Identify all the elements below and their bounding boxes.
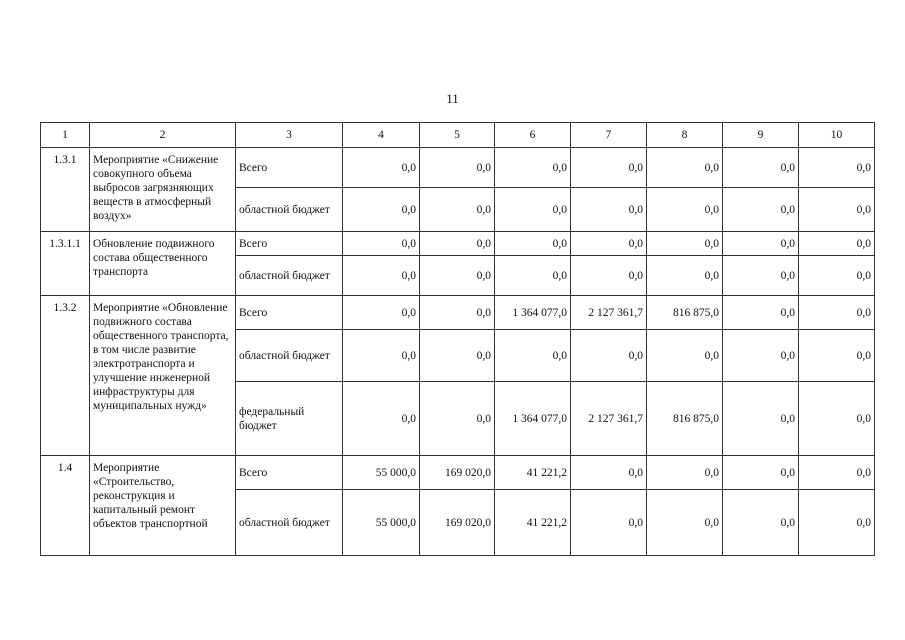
value-cell: 0,0 [571,330,647,382]
value-cell: 0,0 [799,456,875,490]
value-cell: 0,0 [647,232,723,256]
value-cell: 0,0 [799,148,875,188]
item-code: 1.4 [41,456,90,556]
value-cell: 0,0 [343,232,420,256]
header-row [41,123,875,148]
value-cell: 0,0 [571,456,647,490]
value-cell: 0,0 [647,330,723,382]
value-cell: 816 875,0 [647,296,723,330]
value-cell: 0,0 [723,382,799,456]
funding-source: Всего [236,296,343,330]
value-cell: 55 000,0 [343,490,420,556]
column-header: 7 [571,123,647,148]
page-number: 11 [446,91,459,106]
value-cell: 0,0 [495,188,571,232]
column-header: 8 [647,123,723,148]
value-cell: 0,0 [495,232,571,256]
value-cell: 0,0 [647,256,723,296]
value-cell: 0,0 [343,382,420,456]
value-cell: 0,0 [799,256,875,296]
value-cell: 0,0 [420,296,495,330]
value-cell: 0,0 [571,490,647,556]
value-cell: 0,0 [343,148,420,188]
column-header: 9 [723,123,799,148]
value-cell: 0,0 [647,188,723,232]
value-cell: 0,0 [495,330,571,382]
value-cell: 55 000,0 [343,456,420,490]
funding-source: областной бюджет [236,490,343,556]
value-cell: 0,0 [723,188,799,232]
item-code: 1.3.1.1 [41,232,90,296]
column-header: 3 [236,123,343,148]
value-cell: 0,0 [799,232,875,256]
value-cell: 0,0 [343,188,420,232]
column-header: 5 [420,123,495,148]
value-cell: 0,0 [571,188,647,232]
item-code: 1.3.1 [41,148,90,232]
value-cell: 0,0 [723,232,799,256]
value-cell: 0,0 [647,148,723,188]
column-header: 1 [41,123,90,148]
funding-source: областной бюджет [236,330,343,382]
value-cell: 0,0 [723,296,799,330]
value-cell: 1 364 077,0 [495,296,571,330]
table-row [41,456,875,490]
item-name: Мероприятие «Снижение совокупного объема выбросов загрязняющих веществ в атмосферный воздух» [90,148,236,232]
value-cell: 0,0 [420,148,495,188]
funding-source: областной бюджет [236,188,343,232]
value-cell: 0,0 [420,382,495,456]
value-cell: 0,0 [647,456,723,490]
value-cell: 0,0 [420,232,495,256]
value-cell: 0,0 [420,188,495,232]
table-header [41,123,875,148]
value-cell: 0,0 [723,490,799,556]
value-cell: 0,0 [495,256,571,296]
value-cell: 2 127 361,7 [571,296,647,330]
value-cell: 169 020,0 [420,456,495,490]
value-cell: 41 221,2 [495,490,571,556]
value-cell: 0,0 [571,256,647,296]
table-row [41,296,875,330]
value-cell: 0,0 [571,148,647,188]
value-cell: 169 020,0 [420,490,495,556]
funding-source: областной бюджет [236,256,343,296]
funding-source: Всего [236,148,343,188]
column-header: 6 [495,123,571,148]
table-body [41,148,875,556]
value-cell: 816 875,0 [647,382,723,456]
value-cell: 1 364 077,0 [495,382,571,456]
funding-source: Всего [236,232,343,256]
table-row [41,148,875,188]
item-name: Мероприятие «Строительство, реконструкция и капитальный ремонт объектов транспортной [90,456,236,556]
value-cell: 0,0 [343,296,420,330]
table-row [41,232,875,256]
value-cell: 0,0 [420,256,495,296]
value-cell: 41 221,2 [495,456,571,490]
item-name: Мероприятие «Обновление подвижного состава общественного транспорта, в том числе развитие электротранспорта и улучшение инженерной инфраструктуры для муниципальных нужд» [90,296,236,456]
column-header: 2 [90,123,236,148]
value-cell: 0,0 [571,232,647,256]
value-cell: 0,0 [723,456,799,490]
value-cell: 0,0 [343,330,420,382]
value-cell: 2 127 361,7 [571,382,647,456]
item-code: 1.3.2 [41,296,90,456]
funding-source: Всего [236,456,343,490]
value-cell: 0,0 [495,148,571,188]
value-cell: 0,0 [799,382,875,456]
column-header: 4 [343,123,420,148]
value-cell: 0,0 [799,490,875,556]
item-name: Обновление подвижного состава общественного транспорта [90,232,236,296]
value-cell: 0,0 [343,256,420,296]
value-cell: 0,0 [420,330,495,382]
value-cell: 0,0 [799,296,875,330]
funding-source: федеральный бюджет [236,382,343,456]
value-cell: 0,0 [647,490,723,556]
column-header: 10 [799,123,875,148]
value-cell: 0,0 [799,330,875,382]
value-cell: 0,0 [799,188,875,232]
value-cell: 0,0 [723,256,799,296]
value-cell: 0,0 [723,148,799,188]
value-cell: 0,0 [723,330,799,382]
budget-table [40,122,875,556]
